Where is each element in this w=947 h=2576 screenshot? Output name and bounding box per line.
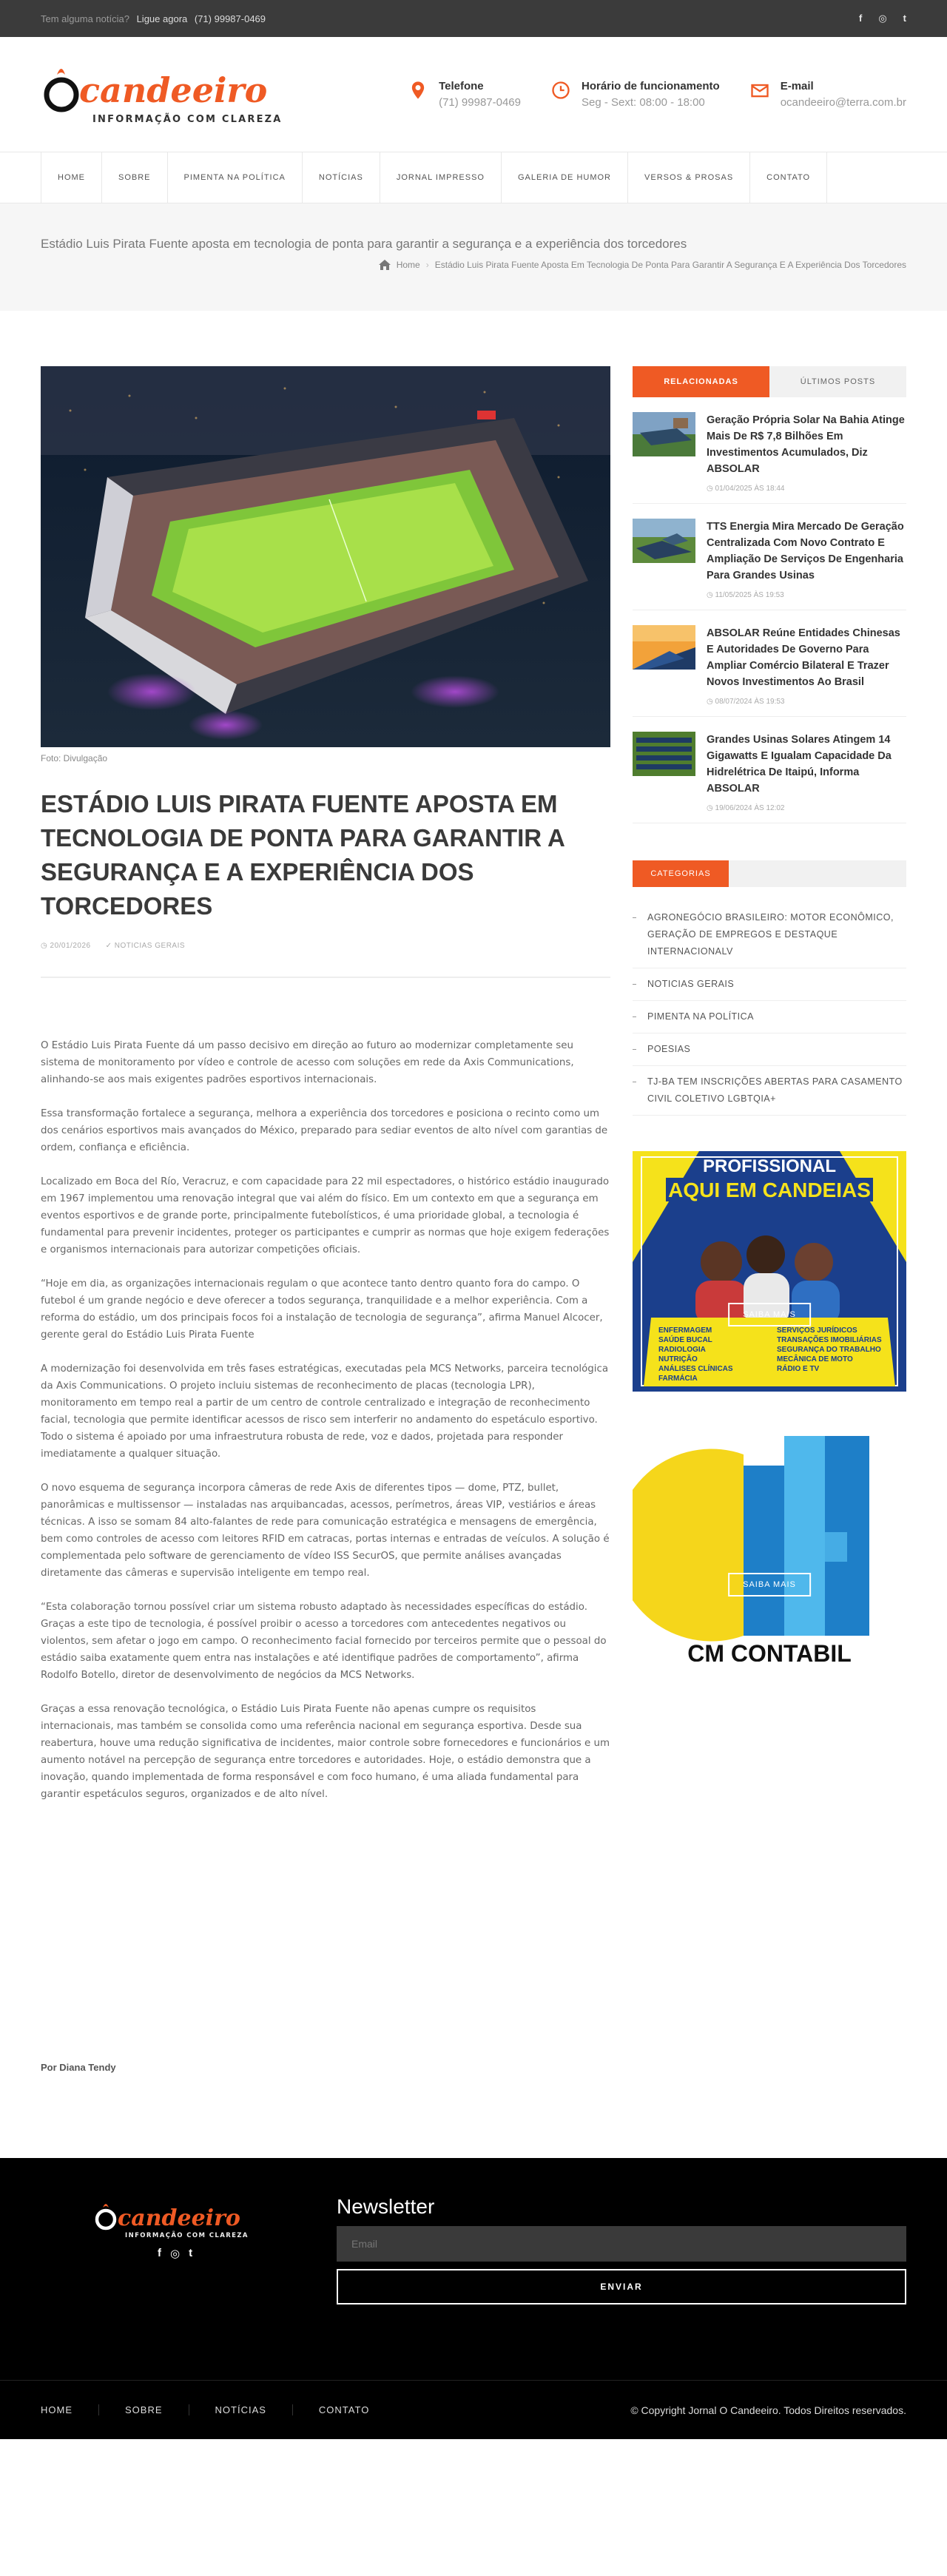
news-question: Tem alguma notícia? [41,13,129,24]
facebook-icon[interactable]: f [158,2247,161,2259]
nav-pimenta[interactable]: PIMENTA NA POLÍTICA [168,152,303,203]
footer-social [158,2247,192,2260]
ad-course: RADIOLOGIA [658,1346,706,1354]
post-title[interactable]: Geração Própria Solar Na Bahia Atinge Mais De R$ 7,8 Bilhões Em Investimentos Acumulados, Diz ABSOLAR [707,414,905,475]
logo-tagline: INFORMAÇÃO COM CLAREZA [92,113,283,125]
footer-nav-contato[interactable]: CONTATO [318,2404,370,2415]
newsletter [337,2195,906,2304]
ad-accounting-graphic [633,1421,906,1662]
related-post[interactable] [633,717,906,823]
copyright: © Copyright Jornal O Candeeiro. Todos Direitos reservados. [630,2404,906,2416]
footer-nav-noticias[interactable]: NOTÍCIAS [189,2404,293,2415]
ad-course: RÁDIO E TV [777,1365,820,1373]
newsletter-title: Newsletter [337,2195,435,2218]
main-nav [0,152,947,203]
related-post[interactable] [633,397,906,504]
article-paragraph: A modernização foi desenvolvida em três fases estratégicas, executadas pela MCS Networks, parceira tecnológica da Axis Communications. O projeto incluiu sistemas de reconhecimento de placas (tecnologia LPR), monitoramento em tempo real a partir de um centro de controle centralizado e integração de reconhecimento facial, tecnologia que permite identificar acessos de risco sem interferir no andamento do espetáculo esportivo. Todo o sistema é apoiado por uma infraestrutura robusta de rede, voz e dados, projetada para responder imediatamente a qualquer situação. [41,1363,609,1460]
phone-title: Telefone [439,80,484,92]
post-thumbnail [633,625,695,670]
categories-heading [633,860,906,887]
ad-banner-courses[interactable] [633,1151,906,1392]
nav-galeria[interactable]: GALERIA DE HUMOR [502,152,628,203]
location-pin-icon [408,80,428,101]
envelope-icon [749,80,770,101]
breadcrumb-current: Estádio Luis Pirata Fuente Aposta Em Tecnologia De Ponta Para Garantir A Segurança E A Experiência Dos Torcedores [434,260,906,270]
category-item[interactable]: AGRONEGÓCIO BRASILEIRO: MOTOR ECONÔMICO, GERAÇÃO DE EMPREGOS E DESTAQUE INTERNACIONALV [633,902,906,968]
post-title[interactable]: ABSOLAR Reúne Entidades Chinesas E Autoridades De Governo Para Ampliar Comércio Bilateral E Trazer Novos Investimentos Ao Brasil [707,627,900,688]
instagram-icon[interactable]: ◎ [170,2248,181,2260]
newsletter-email-input[interactable] [337,2226,906,2262]
article [41,366,610,2073]
ad-course: ENFERMAGEM [658,1326,712,1335]
ad-heading-2: AQUI EM CANDEIAS [668,1179,871,1201]
top-bar [0,0,947,37]
newsletter-send-button[interactable]: ENVIAR [337,2269,906,2304]
footer-logo-wordmark: candeeiro [118,2205,240,2231]
ad-accounting-caption: CM CONTABIL [687,1640,852,1662]
article-paragraph: O Estádio Luis Pirata Fuente dá um passo decisivo em direção ao futuro ao modernizar completamente seu sistema de monitoramento por vídeo e controle de acesso com soluções em rede da Axis Communications, alinhando-se aos mais exigentes padrões esportivos internacionais. [41,1040,574,1085]
top-social [859,13,906,24]
instagram-icon[interactable]: ◎ [878,13,887,24]
hours-title: Horário de funcionamento [582,80,720,92]
footer-nav-home[interactable]: HOME [41,2404,99,2415]
site-footer [0,2158,947,2380]
site-logo[interactable] [41,61,303,128]
post-date: ◷ 08/07/2024 ÀS 19:53 [707,698,785,706]
header-contacts [408,80,906,109]
twitter-icon[interactable]: t [903,13,906,24]
article-category-wrap [106,942,185,950]
article-category[interactable]: NOTICIAS GERAIS [114,942,186,950]
categories-label: CATEGORIAS [633,860,729,887]
category-item[interactable]: POESIAS [633,1034,906,1066]
tab-related[interactable]: RELACIONADAS [633,366,769,397]
nav-sobre[interactable]: SOBRE [102,152,168,203]
tab-latest[interactable]: ÚLTIMOS POSTS [769,366,906,397]
categories-list [633,902,906,1116]
check-icon: ✓ [105,942,115,950]
article-date: 20/01/2026 [50,942,91,950]
home-icon [379,260,391,270]
article-body [41,1037,610,1803]
post-title[interactable]: TTS Energia Mira Mercado De Geração Centralizada Com Novo Contrato E Ampliação De Serviços De Engenharia Para Grandes Usinas [707,521,904,581]
post-date: ◷ 11/05/2025 ÀS 19:53 [707,591,784,599]
sidebar [633,366,906,2073]
footer-nav-sobre[interactable]: SOBRE [99,2404,189,2415]
ad-more-button[interactable]: SAIBA MAIS [728,1303,811,1326]
page-title: Estádio Luis Pirata Fuente aposta em tecnologia de ponta para garantir a segurança e a experiência dos torcedores [41,237,687,251]
category-item[interactable]: PIMENTA NA POLÍTICA [633,1001,906,1034]
footer-logo-tagline: INFORMAÇÃO COM CLAREZA [125,2232,249,2239]
email-value[interactable]: ocandeeiro@terra.com.br [780,96,906,109]
twitter-icon[interactable]: t [189,2247,193,2259]
post-date: ◷ 19/06/2024 ÀS 12:02 [707,804,785,812]
article-author: Por Diana Tendy [41,2062,116,2073]
ad-course: ANÁLISES CLÍNICAS [658,1365,733,1373]
article-paragraph: Essa transformação fortalece a segurança, melhora a experiência dos torcedores e posiciona o recinto como um dos cenários esportivos mais avançados do México, preparado para sediar eventos de alto nível com garantias de ordem, confiança e eficiência. [41,1108,608,1153]
ad-course: TRANSAÇÕES IMOBILIÁRIAS [777,1336,882,1344]
article-date-wrap [41,942,91,950]
post-thumbnail [633,519,695,563]
contact-email [749,80,906,109]
logo-wordmark: candeeiro [79,70,268,110]
clock-icon: ◷ [41,942,50,950]
breadcrumb-home[interactable]: Home [396,260,420,270]
main-content [0,366,947,2073]
ad-course: FARMÁCIA [658,1375,698,1383]
category-item[interactable]: NOTICIAS GERAIS [633,968,906,1001]
contact-phone [408,80,521,109]
photo-caption: Foto: Divulgação [41,753,108,763]
nav-noticias[interactable]: NOTÍCIAS [303,152,380,203]
nav-jornal[interactable]: JORNAL IMPRESSO [380,152,502,203]
call-label: Ligue agora [136,13,188,24]
article-paragraph: “Hoje em dia, as organizações internacionais regulam o que acontece tanto dentro quanto fora do campo. O futebol é um grande negócio e deve oferecer a todos segurança, tranquilidade e a melhor experiência. Com a reforma do estádio, um dos principais focos foi a instalação de tecnologia de segurança”, afirma Manuel Alcocer, gerente geral do Estádio Luis Pirata Fuente [41,1278,603,1341]
ad-banner-accounting[interactable] [633,1421,906,1662]
ad-course: NUTRIÇÃO [658,1355,698,1363]
article-paragraph: Localizado em Boca del Río, Veracruz, e com capacidade para 22 mil espectadores, o histórico estádio inaugurado em 1967 implementou uma renovação integral que vai além do físico. Em um contexto em que a segurança em eventos esportivos e de grande porte, principalmente futebolísticos, é uma prioridade global, a tecnologia é fundamental para prevenir incidentes, proteger os participantes e cumprir as normas que hoje exigem federações e organismos internacionais para autorizar competições oficiais. [41,1176,610,1255]
breadcrumb-separator: › [425,260,429,270]
nav-versos[interactable]: VERSOS & PROSAS [628,152,750,203]
bottom-bar [0,2380,947,2439]
nav-contato[interactable]: CONTATO [750,152,827,203]
phone-value[interactable]: (71) 99987-0469 [439,96,521,109]
hours-value: Seg - Sext: 08:00 - 18:00 [582,96,705,109]
facebook-icon[interactable]: f [858,13,863,24]
article-paragraph: “Esta colaboração tornou possível criar um sistema robusto adaptado às necessidades específicas do estádio. Graças a este tipo de tecnologia, é possível proibir o acesso a torcedores com antecedentes negativos ou violentos, sem afetar o jogo em campo. O reconhecimento facial fornecido por terceiros permite que o pessoal do estádio saiba exatamente quem entra nas instalações e até identifique padrões de comportamento”, afirma Rodolfo Botello, diretor de desenvolvimento de negócios da MCS Networks. [41,1602,607,1681]
contact-hours [550,80,720,109]
category-item[interactable]: TJ-BA TEM INSCRIÇÕES ABERTAS PARA CASAMENTO CIVIL COLETIVO LGBTQIA+ [633,1066,906,1116]
ad-course: SAÚDE BUCAL [658,1336,712,1344]
ad-course: SEGURANÇA DO TRABALHO [777,1346,881,1354]
ad-course: SERVIÇOS JURÍDICOS [777,1326,857,1335]
footer-nav [41,2404,395,2415]
related-post[interactable] [633,504,906,610]
footer-logo[interactable] [92,2199,266,2239]
article-title: ESTÁDIO LUIS PIRATA FUENTE APOSTA EM TECNOLOGIA DE PONTA PARA GARANTIR A SEGURANÇA E A EXPERIÊNCIA DOS TORCEDORES [41,790,565,920]
stadium-photo [41,366,610,747]
top-bar-contact [41,13,266,24]
site-header [0,37,947,152]
post-thumbnail [633,412,695,456]
clock-icon [550,80,571,101]
post-thumbnail [633,732,695,776]
article-divider [41,977,610,978]
article-paragraph: O novo esquema de segurança incorpora câmeras de rede Axis de diferentes tipos — dome, PTZ, bullet, panorâmicas e multissensor — instaladas nas arquibancadas, acessos, perímetros, áreas VIP, vestiários e áreas técnicas. A isso se somam 84 alto-falantes de rede para comunicação estratégica e mensagens de emergência, bem como controles de acesso com leitores RFID em catracas, portas internas e entradas de veículos. A solução é complementada pelo software de gerenciamento de vídeo ISS SecurOS, que permite análises avançadas diretamente das câmeras e supervisão inteligente em tempo real. [41,1483,610,1579]
ad-course: MECÂNICA DE MOTO [777,1355,853,1363]
article-meta [41,942,610,950]
ad-heading-1: PROFISSIONAL [702,1156,837,1176]
ad-more-button[interactable]: SAIBA MAIS [728,1573,811,1596]
post-tabs [633,366,906,397]
article-paragraph: Graças a essa renovação tecnológica, o Estádio Luis Pirata Fuente não apenas cumpre os requisitos internacionais, mas também se consolida como uma referência nacional em segurança esportiva. Desde sua reabertura, houve uma redução significativa de incidentes, maior controle sobre fornecedores e funcionários e um aumento notável na percepção de segurança entre torcedores e autoridades. Hoje, o estádio demonstra que a inovação, quando implementada de forma responsável e com foco humano, é uma aliada fundamental para garantir espetáculos seguros, organizados e de alto nível. [41,1704,610,1800]
related-post[interactable] [633,610,906,717]
post-date: ◷ 01/04/2025 ÀS 18:44 [707,485,785,493]
post-title[interactable]: Grandes Usinas Solares Atingem 14 Gigawatts E Igualam Capacidade Da Hidrelétrica De Itaipú, Informa ABSOLAR [707,734,892,795]
email-title: E-mail [780,80,814,92]
call-phone[interactable]: (71) 99987-0469 [194,13,266,24]
page-title-band [0,203,947,311]
ad-courses-graphic [633,1151,906,1392]
nav-home[interactable]: HOME [41,152,102,203]
breadcrumb [379,260,906,270]
